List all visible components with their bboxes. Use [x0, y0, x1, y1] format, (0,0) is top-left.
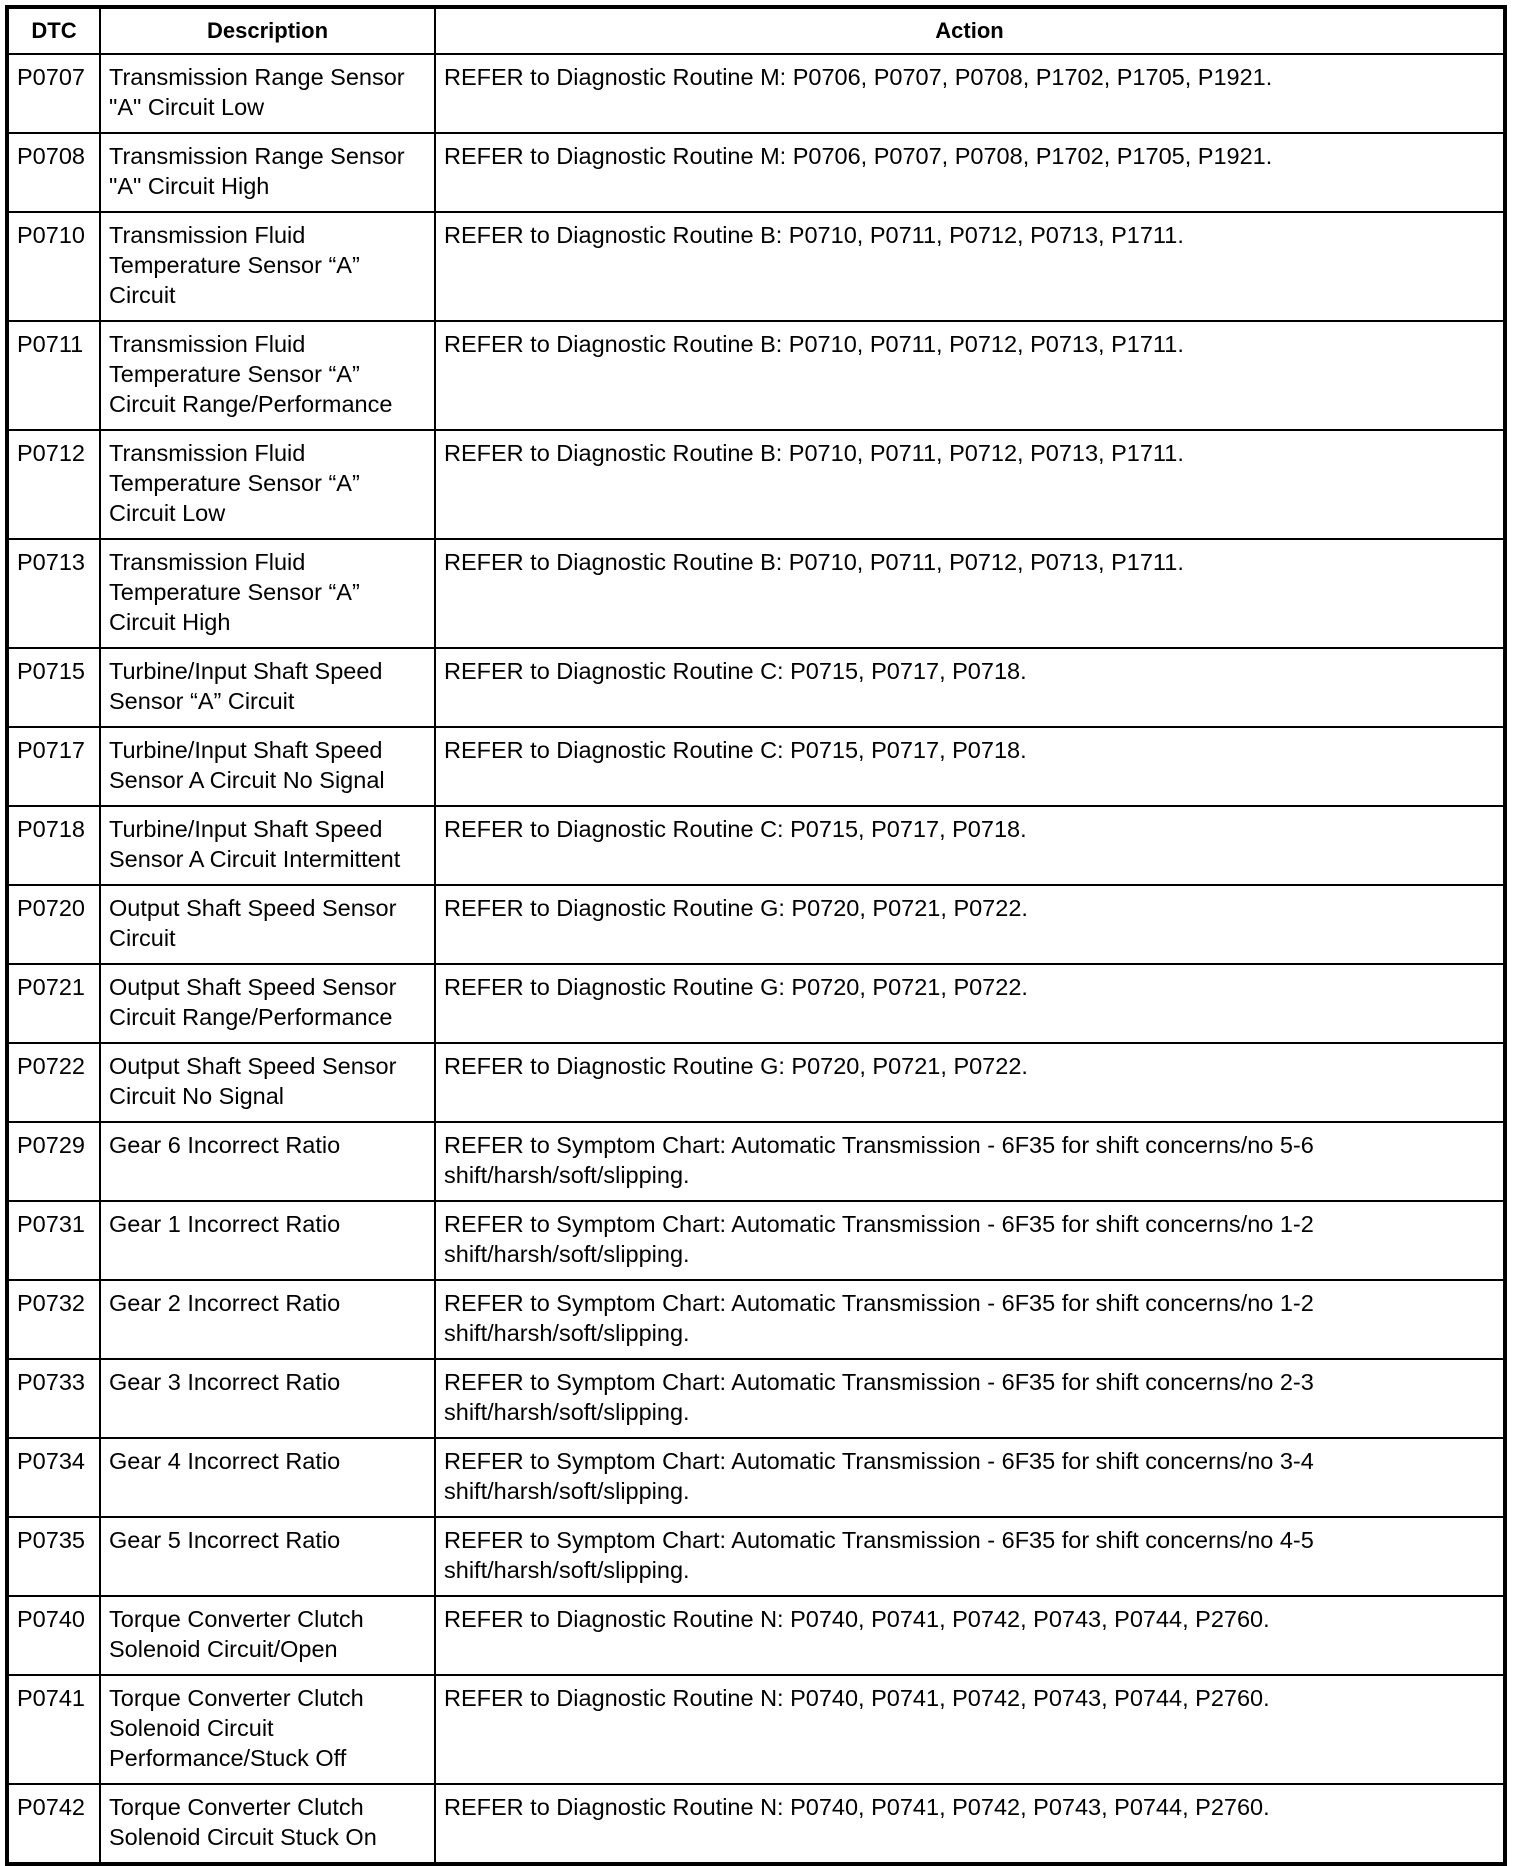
action-cell: REFER to Diagnostic Routine B: P0710, P0711, P0712, P0713, P1711.: [435, 212, 1505, 321]
action-cell: REFER to Diagnostic Routine G: P0720, P0721, P0722.: [435, 885, 1505, 964]
dtc-cell: P0734: [7, 1438, 100, 1517]
dtc-cell: P0721: [7, 964, 100, 1043]
dtc-cell: P0735: [7, 1517, 100, 1596]
description-cell: Gear 1 Incorrect Ratio: [100, 1201, 435, 1280]
action-cell: REFER to Symptom Chart: Automatic Transmission - 6F35 for shift concerns/no 5-6 shift/harsh/soft/slipping.: [435, 1122, 1505, 1201]
dtc-cell: P0729: [7, 1122, 100, 1201]
dtc-cell: P0707: [7, 54, 100, 133]
dtc-cell: P0712: [7, 430, 100, 539]
table-row: [7, 1359, 1505, 1438]
table-row: [7, 321, 1505, 430]
table-row: [7, 1596, 1505, 1675]
description-cell: Gear 4 Incorrect Ratio: [100, 1438, 435, 1517]
action-cell: REFER to Diagnostic Routine G: P0720, P0721, P0722.: [435, 964, 1505, 1043]
header-action: Action: [435, 7, 1505, 54]
description-cell: Torque Converter Clutch Solenoid Circuit Stuck On: [100, 1784, 435, 1864]
action-cell: REFER to Diagnostic Routine B: P0710, P0711, P0712, P0713, P1711.: [435, 430, 1505, 539]
table-row: [7, 727, 1505, 806]
action-cell: REFER to Symptom Chart: Automatic Transmission - 6F35 for shift concerns/no 4-5 shift/harsh/soft/slipping.: [435, 1517, 1505, 1596]
dtc-cell: P0718: [7, 806, 100, 885]
description-cell: Transmission Fluid Temperature Sensor “A” Circuit: [100, 212, 435, 321]
description-cell: Transmission Fluid Temperature Sensor “A” Circuit High: [100, 539, 435, 648]
dtc-cell: P0720: [7, 885, 100, 964]
table-row: [7, 539, 1505, 648]
table-row: [7, 648, 1505, 727]
dtc-cell: P0740: [7, 1596, 100, 1675]
table-row: [7, 1201, 1505, 1280]
dtc-cell: P0717: [7, 727, 100, 806]
header-row: [7, 7, 1505, 54]
table-body: [7, 54, 1505, 1864]
action-cell: REFER to Symptom Chart: Automatic Transmission - 6F35 for shift concerns/no 2-3 shift/harsh/soft/slipping.: [435, 1359, 1505, 1438]
table-row: [7, 1043, 1505, 1122]
table-row: [7, 1784, 1505, 1864]
table-row: [7, 885, 1505, 964]
description-cell: Transmission Range Sensor "A" Circuit High: [100, 133, 435, 212]
action-cell: REFER to Symptom Chart: Automatic Transmission - 6F35 for shift concerns/no 1-2 shift/harsh/soft/slipping.: [435, 1280, 1505, 1359]
dtc-cell: P0711: [7, 321, 100, 430]
description-cell: Output Shaft Speed Sensor Circuit No Signal: [100, 1043, 435, 1122]
dtc-cell: P0708: [7, 133, 100, 212]
action-cell: REFER to Diagnostic Routine M: P0706, P0707, P0708, P1702, P1705, P1921.: [435, 54, 1505, 133]
dtc-table: [5, 5, 1507, 1866]
description-cell: Torque Converter Clutch Solenoid Circuit/Open: [100, 1596, 435, 1675]
description-cell: Gear 5 Incorrect Ratio: [100, 1517, 435, 1596]
action-cell: REFER to Diagnostic Routine M: P0706, P0707, P0708, P1702, P1705, P1921.: [435, 133, 1505, 212]
dtc-cell: P0733: [7, 1359, 100, 1438]
action-cell: REFER to Diagnostic Routine C: P0715, P0717, P0718.: [435, 806, 1505, 885]
description-cell: Turbine/Input Shaft Speed Sensor A Circuit No Signal: [100, 727, 435, 806]
dtc-cell: P0713: [7, 539, 100, 648]
dtc-cell: P0722: [7, 1043, 100, 1122]
description-cell: Turbine/Input Shaft Speed Sensor “A” Circuit: [100, 648, 435, 727]
table-row: [7, 1122, 1505, 1201]
dtc-cell: P0731: [7, 1201, 100, 1280]
description-cell: Transmission Range Sensor "A" Circuit Low: [100, 54, 435, 133]
description-cell: Output Shaft Speed Sensor Circuit Range/Performance: [100, 964, 435, 1043]
description-cell: Torque Converter Clutch Solenoid Circuit Performance/Stuck Off: [100, 1675, 435, 1784]
action-cell: REFER to Diagnostic Routine N: P0740, P0741, P0742, P0743, P0744, P2760.: [435, 1784, 1505, 1864]
dtc-cell: P0741: [7, 1675, 100, 1784]
table-row: [7, 54, 1505, 133]
header-description: Description: [100, 7, 435, 54]
table-row: [7, 1438, 1505, 1517]
table-row: [7, 964, 1505, 1043]
description-cell: Turbine/Input Shaft Speed Sensor A Circuit Intermittent: [100, 806, 435, 885]
dtc-cell: P0742: [7, 1784, 100, 1864]
description-cell: Gear 3 Incorrect Ratio: [100, 1359, 435, 1438]
action-cell: REFER to Diagnostic Routine B: P0710, P0711, P0712, P0713, P1711.: [435, 321, 1505, 430]
action-cell: REFER to Diagnostic Routine N: P0740, P0741, P0742, P0743, P0744, P2760.: [435, 1596, 1505, 1675]
dtc-cell: P0710: [7, 212, 100, 321]
action-cell: REFER to Diagnostic Routine C: P0715, P0717, P0718.: [435, 648, 1505, 727]
description-cell: Output Shaft Speed Sensor Circuit: [100, 885, 435, 964]
description-cell: Transmission Fluid Temperature Sensor “A” Circuit Low: [100, 430, 435, 539]
action-cell: REFER to Symptom Chart: Automatic Transmission - 6F35 for shift concerns/no 1-2 shift/harsh/soft/slipping.: [435, 1201, 1505, 1280]
action-cell: REFER to Diagnostic Routine N: P0740, P0741, P0742, P0743, P0744, P2760.: [435, 1675, 1505, 1784]
description-cell: Gear 6 Incorrect Ratio: [100, 1122, 435, 1201]
dtc-cell: P0732: [7, 1280, 100, 1359]
table-row: [7, 133, 1505, 212]
table-row: [7, 806, 1505, 885]
description-cell: Gear 2 Incorrect Ratio: [100, 1280, 435, 1359]
action-cell: REFER to Symptom Chart: Automatic Transmission - 6F35 for shift concerns/no 3-4 shift/harsh/soft/slipping.: [435, 1438, 1505, 1517]
table-row: [7, 1517, 1505, 1596]
dtc-cell: P0715: [7, 648, 100, 727]
action-cell: REFER to Diagnostic Routine G: P0720, P0721, P0722.: [435, 1043, 1505, 1122]
table-row: [7, 1280, 1505, 1359]
header-dtc: DTC: [7, 7, 100, 54]
table-row: [7, 1675, 1505, 1784]
table-row: [7, 212, 1505, 321]
action-cell: REFER to Diagnostic Routine C: P0715, P0717, P0718.: [435, 727, 1505, 806]
table-row: [7, 430, 1505, 539]
description-cell: Transmission Fluid Temperature Sensor “A” Circuit Range/Performance: [100, 321, 435, 430]
action-cell: REFER to Diagnostic Routine B: P0710, P0711, P0712, P0713, P1711.: [435, 539, 1505, 648]
